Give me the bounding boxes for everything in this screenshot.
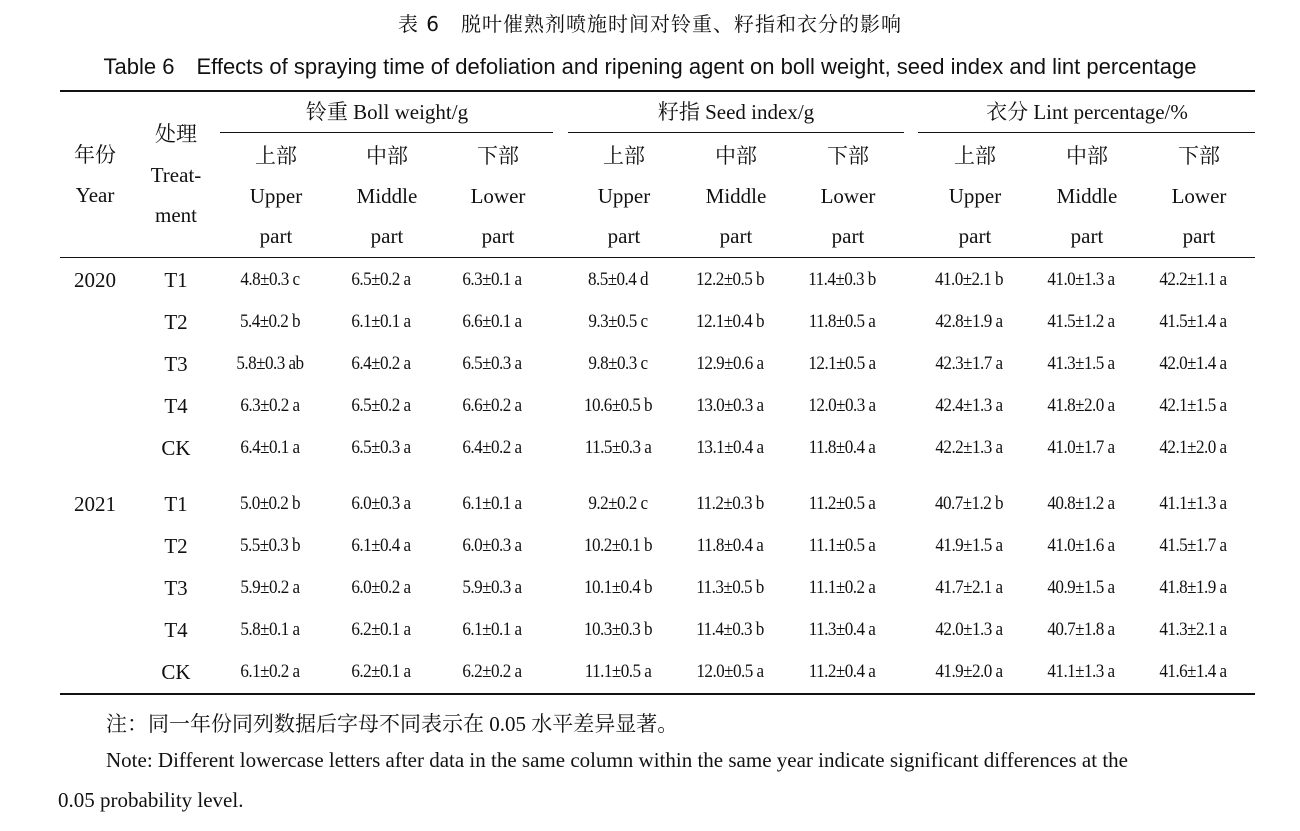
treatment-cell: T3 [164, 352, 188, 376]
value-cell: 5.8±0.1 a [240, 619, 300, 640]
value-cell: 4.8±0.3 c [240, 269, 300, 290]
value-cell: 13.0±0.3 a [696, 395, 764, 416]
value-cell: 9.2±0.2 c [588, 493, 648, 514]
treatment-cell: T3 [164, 576, 188, 600]
value-cell: 11.5±0.3 a [584, 437, 652, 458]
value-cell: 42.0±1.3 a [935, 619, 1003, 640]
part-header-upper-lint-percentage-2: part [958, 224, 992, 248]
value-cell: 6.5±0.2 a [351, 395, 411, 416]
part-header-lower-boll-weight-0: 下部 [477, 144, 519, 168]
value-cell: 41.8±2.0 a [1047, 395, 1115, 416]
value-cell: 41.0±1.7 a [1047, 437, 1115, 458]
treatment-cell: T4 [164, 394, 188, 418]
treatment-header-zh: 处理 [155, 122, 197, 146]
part-header-upper-boll-weight-2: part [259, 224, 293, 248]
treatment-cell: T4 [164, 618, 188, 642]
value-cell: 11.4±0.3 b [696, 619, 764, 640]
value-cell: 11.4±0.3 b [808, 269, 876, 290]
year-cell: 2021 [74, 492, 116, 516]
value-cell: 13.1±0.4 a [696, 437, 764, 458]
value-cell: 12.1±0.5 a [808, 353, 876, 374]
value-cell: 6.1±0.1 a [462, 493, 522, 514]
value-cell: 41.7±2.1 a [935, 577, 1003, 598]
value-cell: 11.8±0.4 a [808, 437, 876, 458]
value-cell: 6.3±0.1 a [462, 269, 522, 290]
value-cell: 5.5±0.3 b [239, 535, 301, 556]
value-cell: 42.4±1.3 a [935, 395, 1003, 416]
part-header-middle-seed-index-1: Middle [705, 184, 767, 208]
value-cell: 40.9±1.5 a [1047, 577, 1115, 598]
part-header-upper-seed-index-1: Upper [597, 184, 651, 208]
treatment-header-en-1: Treat- [150, 163, 202, 187]
value-cell: 6.4±0.2 a [351, 353, 411, 374]
value-cell: 41.3±2.1 a [1159, 619, 1227, 640]
value-cell: 12.2±0.5 b [695, 269, 765, 290]
part-header-middle-boll-weight-0: 中部 [366, 144, 408, 168]
value-cell: 5.8±0.3 ab [236, 353, 304, 374]
note-en-line-2: 0.05 probability level. [58, 788, 244, 812]
value-cell: 11.1±0.2 a [808, 577, 876, 598]
value-cell: 6.6±0.1 a [462, 311, 522, 332]
part-header-upper-boll-weight-1: Upper [249, 184, 303, 208]
value-cell: 6.1±0.1 a [351, 311, 411, 332]
part-header-lower-seed-index-0: 下部 [827, 144, 869, 168]
value-cell: 6.2±0.2 a [462, 661, 522, 682]
value-cell: 42.2±1.1 a [1159, 269, 1227, 290]
value-cell: 12.0±0.5 a [696, 661, 764, 682]
group-rule-seed-index [568, 132, 904, 133]
value-cell: 6.4±0.1 a [240, 437, 300, 458]
part-header-lower-boll-weight-2: part [481, 224, 515, 248]
value-cell: 11.1±0.5 a [808, 535, 876, 556]
treatment-cell: T2 [164, 534, 188, 558]
note-en-line-1: Note: Different lowercase letters after data in the same column within the same year indicate significant differences at the [106, 748, 1128, 772]
treatment-cell: T1 [164, 492, 188, 516]
part-header-lower-lint-percentage-1: Lower [1171, 184, 1227, 208]
value-cell: 41.1±1.3 a [1047, 661, 1115, 682]
value-cell: 10.2±0.1 b [583, 535, 653, 556]
part-header-middle-lint-percentage-0: 中部 [1066, 144, 1108, 168]
part-header-lower-seed-index-1: Lower [820, 184, 876, 208]
value-cell: 6.4±0.2 a [462, 437, 522, 458]
value-cell: 41.8±1.9 a [1159, 577, 1227, 598]
part-header-middle-seed-index-2: part [719, 224, 753, 248]
value-cell: 42.8±1.9 a [935, 311, 1003, 332]
value-cell: 42.0±1.4 a [1159, 353, 1227, 374]
part-header-middle-lint-percentage-2: part [1070, 224, 1104, 248]
value-cell: 41.5±1.4 a [1159, 311, 1227, 332]
part-header-middle-boll-weight-1: Middle [356, 184, 418, 208]
value-cell: 5.9±0.2 a [240, 577, 300, 598]
value-cell: 5.9±0.3 a [462, 577, 522, 598]
value-cell: 41.0±2.1 b [934, 269, 1004, 290]
value-cell: 41.6±1.4 a [1159, 661, 1227, 682]
part-header-middle-lint-percentage-1: Middle [1056, 184, 1118, 208]
value-cell: 6.5±0.3 a [462, 353, 522, 374]
value-cell: 41.0±1.3 a [1047, 269, 1115, 290]
value-cell: 12.9±0.6 a [696, 353, 764, 374]
value-cell: 12.0±0.3 a [808, 395, 876, 416]
value-cell: 6.1±0.4 a [351, 535, 411, 556]
group-header-lint-percentage: 衣分 Lint percentage/% [986, 100, 1188, 124]
value-cell: 5.0±0.2 b [239, 493, 301, 514]
group-header-seed-index: 籽指 Seed index/g [657, 100, 815, 124]
year-cell: 2020 [74, 268, 116, 292]
treatment-cell: T1 [164, 268, 188, 292]
value-cell: 11.2±0.4 a [808, 661, 876, 682]
value-cell: 12.1±0.4 b [695, 311, 765, 332]
group-header-boll-weight: 铃重 Boll weight/g [305, 100, 469, 124]
value-cell: 6.0±0.3 a [462, 535, 522, 556]
group-rule-lint-percentage [918, 132, 1255, 133]
value-cell: 40.8±1.2 a [1047, 493, 1115, 514]
part-header-lower-boll-weight-1: Lower [470, 184, 526, 208]
value-cell: 6.1±0.1 a [462, 619, 522, 640]
part-header-middle-boll-weight-2: part [370, 224, 404, 248]
part-header-lower-lint-percentage-2: part [1182, 224, 1216, 248]
value-cell: 6.3±0.2 a [240, 395, 300, 416]
bottom-rule [60, 693, 1255, 695]
value-cell: 42.1±1.5 a [1159, 395, 1227, 416]
value-cell: 42.1±2.0 a [1159, 437, 1227, 458]
note-zh: 注：同一年份同列数据后字母不同表示在 0.05 水平差异显著。 [106, 712, 679, 736]
value-cell: 10.3±0.3 b [583, 619, 653, 640]
table-title-en: Table 6 Effects of spraying time of defoliation and ripening agent on boll weight, seed index and lint percentage [103, 54, 1197, 79]
value-cell: 11.3±0.4 a [808, 619, 876, 640]
value-cell: 41.1±1.3 a [1159, 493, 1227, 514]
part-header-upper-lint-percentage-0: 上部 [954, 144, 996, 168]
part-header-lower-seed-index-2: part [831, 224, 865, 248]
value-cell: 42.2±1.3 a [935, 437, 1003, 458]
value-cell: 5.4±0.2 b [239, 311, 301, 332]
value-cell: 42.3±1.7 a [935, 353, 1003, 374]
value-cell: 41.3±1.5 a [1047, 353, 1115, 374]
treatment-header-en-2: ment [155, 203, 197, 227]
value-cell: 6.2±0.1 a [351, 619, 411, 640]
value-cell: 11.2±0.3 b [696, 493, 764, 514]
value-cell: 8.5±0.4 d [587, 269, 649, 290]
value-cell: 41.0±1.6 a [1047, 535, 1115, 556]
value-cell: 6.1±0.2 a [240, 661, 300, 682]
value-cell: 41.5±1.7 a [1159, 535, 1227, 556]
value-cell: 10.6±0.5 b [583, 395, 653, 416]
value-cell: 6.5±0.3 a [351, 437, 411, 458]
value-cell: 6.0±0.3 a [351, 493, 411, 514]
year-header-zh: 年份 [74, 143, 116, 167]
value-cell: 9.8±0.3 c [588, 353, 648, 374]
value-cell: 6.0±0.2 a [351, 577, 411, 598]
value-cell: 41.5±1.2 a [1047, 311, 1115, 332]
header-rule [60, 257, 1255, 258]
part-header-upper-seed-index-0: 上部 [603, 144, 645, 168]
treatment-cell: CK [161, 660, 191, 684]
value-cell: 40.7±1.8 a [1047, 619, 1115, 640]
value-cell: 11.8±0.4 a [696, 535, 764, 556]
treatment-cell: T2 [164, 310, 188, 334]
value-cell: 40.7±1.2 b [934, 493, 1004, 514]
treatment-cell: CK [161, 436, 191, 460]
part-header-lower-lint-percentage-0: 下部 [1178, 144, 1220, 168]
part-header-middle-seed-index-0: 中部 [715, 144, 757, 168]
part-header-upper-boll-weight-0: 上部 [255, 144, 297, 168]
value-cell: 6.6±0.2 a [462, 395, 522, 416]
table-title-zh: 表 6 脱叶催熟剂喷施时间对铃重、籽指和衣分的影响 [397, 12, 903, 36]
value-cell: 11.2±0.5 a [808, 493, 876, 514]
value-cell: 41.9±1.5 a [935, 535, 1003, 556]
value-cell: 41.9±2.0 a [935, 661, 1003, 682]
value-cell: 11.1±0.5 a [584, 661, 652, 682]
value-cell: 6.5±0.2 a [351, 269, 411, 290]
group-rule-boll-weight [220, 132, 553, 133]
value-cell: 11.3±0.5 b [696, 577, 764, 598]
year-header-en: Year [75, 183, 115, 207]
value-cell: 10.1±0.4 b [583, 577, 653, 598]
value-cell: 11.8±0.5 a [808, 311, 876, 332]
part-header-upper-lint-percentage-1: Upper [948, 184, 1002, 208]
value-cell: 9.3±0.5 c [588, 311, 648, 332]
value-cell: 6.2±0.1 a [351, 661, 411, 682]
part-header-upper-seed-index-2: part [607, 224, 641, 248]
